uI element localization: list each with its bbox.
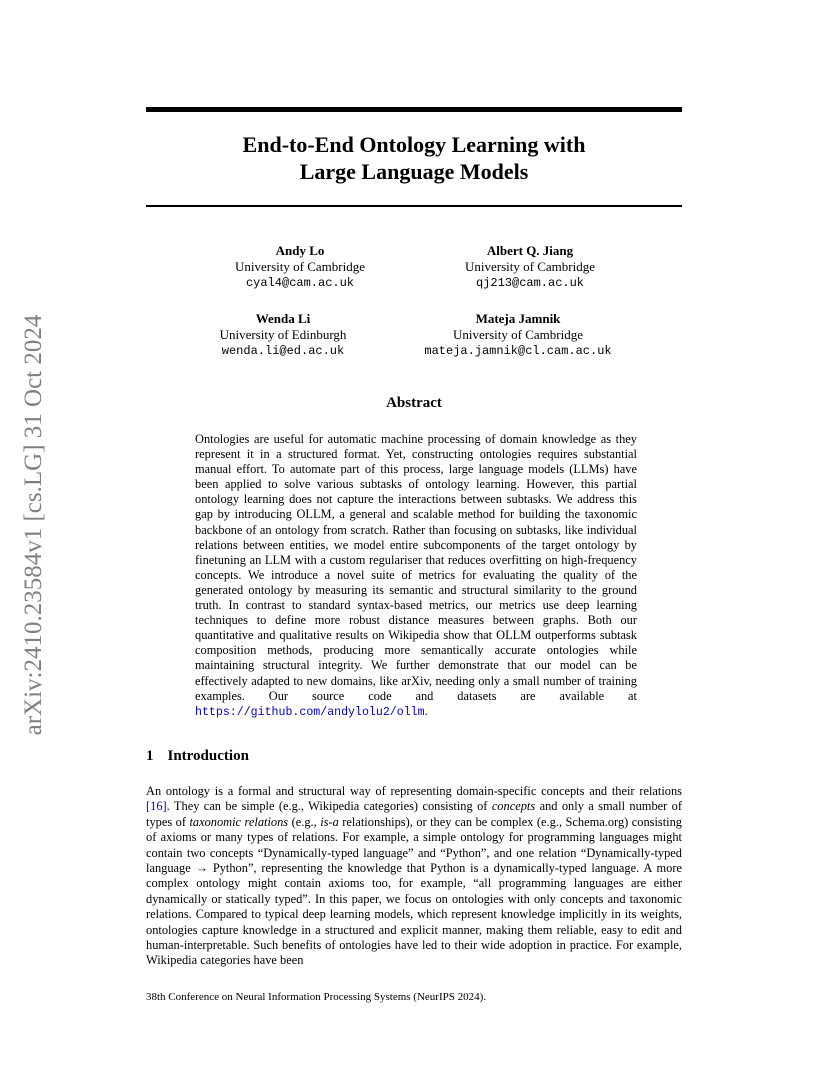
author-affiliation: University of Cambridge: [235, 259, 365, 274]
author-name: Wenda Li: [255, 311, 311, 326]
introduction-paragraph: [146, 784, 682, 969]
author-email[interactable]: mateja.jamnik@cl.cam.ac.uk: [424, 344, 612, 358]
author-name: Albert Q. Jiang: [486, 243, 574, 258]
abstract-text: [195, 432, 637, 720]
title-rule-bottom: [146, 205, 682, 207]
intro-text: and only a small number of types of: [146, 799, 682, 829]
author-affiliation: University of Edinburgh: [219, 327, 347, 342]
author-name: Andy Lo: [275, 243, 325, 258]
citation-link[interactable]: [16]: [146, 799, 167, 814]
source-code-link[interactable]: https://github.com/andylolu2/ollm: [195, 705, 425, 719]
intro-text: . They can be simple (e.g., Wikipedia categories) consisting of: [166, 799, 492, 814]
author-name: Mateja Jamnik: [475, 311, 561, 326]
emphasis-concepts: concepts: [491, 799, 536, 814]
conference-footnote: 38th Conference on Neural Information Processing Systems (NeurIPS 2024).: [146, 991, 487, 1003]
abstract-end: .: [424, 703, 428, 718]
section-number: 1: [146, 748, 154, 764]
author-block: [158, 311, 408, 359]
intro-text: (e.g.,: [288, 814, 321, 829]
intro-text: An ontology is a formal and structural way of representing domain-specific concepts and their relations: [146, 784, 682, 798]
title-line-1: End-to-End Ontology Learning with: [242, 132, 586, 157]
abstract-body-text: Ontologies are useful for automatic machine processing of domain knowledge as they represent it in a structured format. Yet, constructing ontologies requires substantial manual effort. To automate part of this process, large language models (LLMs) have been applied to solve various subtasks of ontology learning. However, this partial ontology learning does not capture the interactions between subtasks. We address this gap by introducing OLLM, a general and scalable method for building the taxonomic backbone of an ontology from scratch. Rather than focusing on subtasks, like individual relations between entities, we model entire subcomponents of the target ontology by finetuning an LLM with a custom regulariser that reduces overfitting on high-frequency concepts. We introduce a novel suite of metrics for evaluating the quality of the generated ontology by measuring its semantic and structural similarity to the ground truth. In contrast to standard syntax-based metrics, our metrics use deep learning techniques to define more robust distance measures between graphs. Both our quantitative and qualitative results on Wikipedia show that OLLM outperforms subtask composition methods, producing more semantically accurate ontologies while maintaining structural integrity. We further demonstrate that our model can be effectively adapted to new domains, like arXiv, needing only a small number of training examples. Our source code and datasets are available at: [195, 432, 637, 703]
author-affiliation: University of Cambridge: [453, 327, 583, 342]
author-email[interactable]: wenda.li@ed.ac.uk: [221, 344, 345, 358]
section-title: Introduction: [167, 748, 249, 764]
emphasis-taxonomic-relations: taxonomic relations: [189, 814, 289, 829]
author-block: [175, 243, 425, 291]
author-block: [405, 243, 655, 291]
arxiv-identifier: arXiv:2410.23584v1 [cs.LG] 31 Oct 2024: [20, 314, 47, 736]
author-email[interactable]: qj213@cam.ac.uk: [475, 276, 585, 290]
title-line-2: Large Language Models: [299, 159, 529, 184]
title-rule-top: [146, 107, 682, 112]
arxiv-sidebar: [16, 290, 52, 760]
paper-title: [146, 131, 682, 185]
author-block: [393, 311, 643, 359]
intro-text: relationships), or they can be complex (e.g., Schema.org) consisting of axioms or many types of relations. For example, a simple ontology for programming languages might contain two concepts “Dynamically-typed language” and “Python”, and one relation “Dynamically-typed language → Python”, representing the knowledge that Python is a dynamically-typed language. A more complex ontology might contain axioms too, for example, “all programming languages are either dynamically or statically typed”. In this paper, we focus on ontologies with only concepts and taxonomic relations. Compared to typical deep learning models, which represent knowledge implicitly in its weights, ontologies capture knowledge in a structured and explicit manner, making them reliable, easy to edit and human-interpretable. Such benefits of ontologies have led to their wide adoption in practice. For example, Wikipedia categories have been: [146, 814, 682, 968]
abstract-heading: Abstract: [386, 395, 442, 411]
author-affiliation: University of Cambridge: [465, 259, 595, 274]
emphasis-is-a: is-a: [320, 814, 339, 829]
section-heading: [146, 748, 249, 765]
author-email[interactable]: cyal4@cam.ac.uk: [245, 276, 355, 290]
